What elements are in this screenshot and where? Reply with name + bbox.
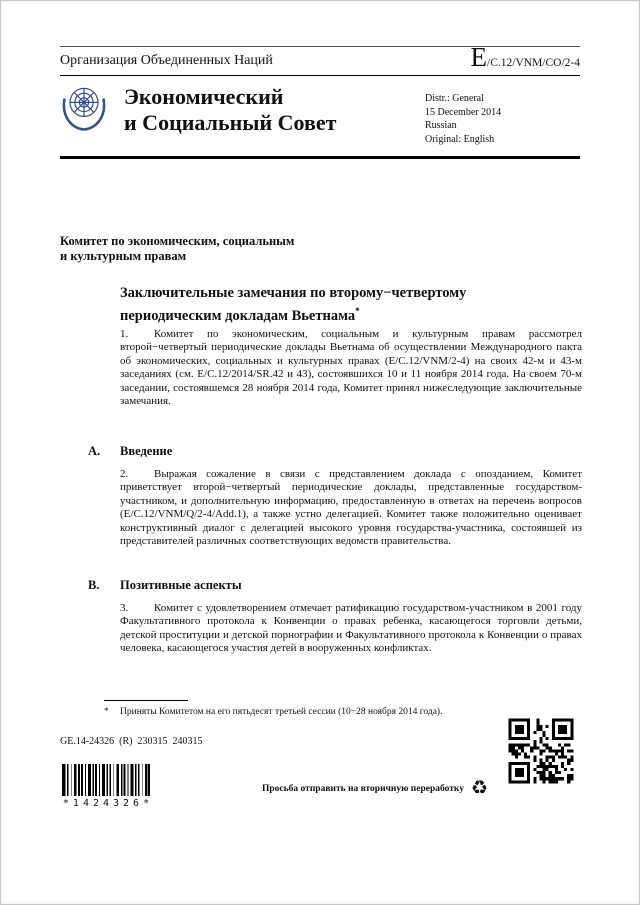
distribution-block [425,92,501,146]
section-b-title: Позитивные аспекты [120,578,242,592]
paragraph-2-text: Выражая сожаление в связи с представлением доклада с опозданием, Комитет приветствует второй−четвертый периодические доклады, представленные государством-участником, и дополнительную информацию, предоставленную в ответах на перечень вопросов (E/C.12/VNM/Q/2-4/Add.1), а также устно делегацией. Комитет также положительно оценивает конструктивный диалог с делегацией высокого уровня государства-участника, состоявшей из представителей различных соответствующих ведомств правительства. [120,468,582,548]
document-symbol-letter: E [470,42,488,72]
barcode-text: *1424326* [62,798,154,809]
recycle-icon: ♻ [471,777,489,799]
council-title [124,84,336,136]
paragraph-3 [120,602,582,656]
paragraph-1-number: 1. [120,328,129,340]
document-title [120,284,530,325]
paragraph-2 [120,468,582,548]
document-title-text: Заключительные замечания по второму−четвертому периодическим докладам Вьетнама [120,285,467,324]
footnote-separator-rule [104,700,188,701]
original-language-line: Original: English [425,133,495,145]
footnote-marker: * [104,707,109,717]
document-symbol [471,44,580,71]
council-title-line1: Экономический [124,84,284,109]
section-heading-b [88,578,242,593]
masthead-bottom-rule [60,156,580,159]
footnote [104,707,554,717]
committee-name [60,234,294,264]
paragraph-1 [120,328,582,408]
language-line: Russian [425,120,457,131]
title-footnote-marker: * [355,306,360,316]
section-b-label: B. [88,578,100,592]
recycle-notice [262,779,488,798]
paragraph-2-number: 2. [120,468,129,480]
date-line: 15 December 2014 [425,106,502,118]
section-a-label: A. [88,444,101,458]
paragraph-3-number: 3. [120,602,129,614]
section-a-title: Введение [120,444,173,458]
committee-name-line1: Комитет по экономическим, социальным [60,234,295,248]
distr-line: Distr.: General [425,93,484,104]
ge-document-number: GE.14-24326 (R) 230315 240315 [60,736,203,747]
document-symbol-number: /C.12/VNM/CO/2-4 [487,57,580,69]
un-emblem-icon [56,80,112,141]
paragraph-3-text: Комитет с удовлетворением отмечает ратификацию государством-участником в 2001 году Факультативного протокола к Конвенции о правах ребенка, касающегося торговли детьми, детской проституции и детской порнографии и Факультативного протокола к Конвенции о правах человека, касающегося участия детей в вооруженных конфликтах. [120,602,582,655]
barcode-icon [62,764,150,796]
committee-name-line2: и культурным правам [60,249,187,263]
header-mid-rule [60,75,580,76]
council-title-line2: и Социальный Совет [124,110,337,135]
recycle-notice-text: Просьба отправить на вторичную переработку [262,783,464,794]
org-name: Организация Объединенных Наций [60,53,273,68]
paragraph-1-text: Комитет по экономическим, социальным и культурным правам рассмотрел второй−четвертый периодические доклады Вьетнама об осуществлении Международного пакта об экономических, социальных и культурных правах (E/C.12/VNM/2-4) на своих 42-м и 43-м заседаниях (см. E/C.12/2014/SR.42 и 43), состоявшихся 10 и 11 ноября 2014 года. На своем 70-м заседании, состоявшемся 28 ноября 2014 года, Комитет принял нижеследующие заключительные замечания. [120,328,582,408]
footnote-text: Приняты Комитетом на его пятьдесят третьей сессии (10−28 ноября 2014 года). [120,707,443,717]
section-heading-a [88,444,172,459]
qr-code-icon [504,714,578,788]
